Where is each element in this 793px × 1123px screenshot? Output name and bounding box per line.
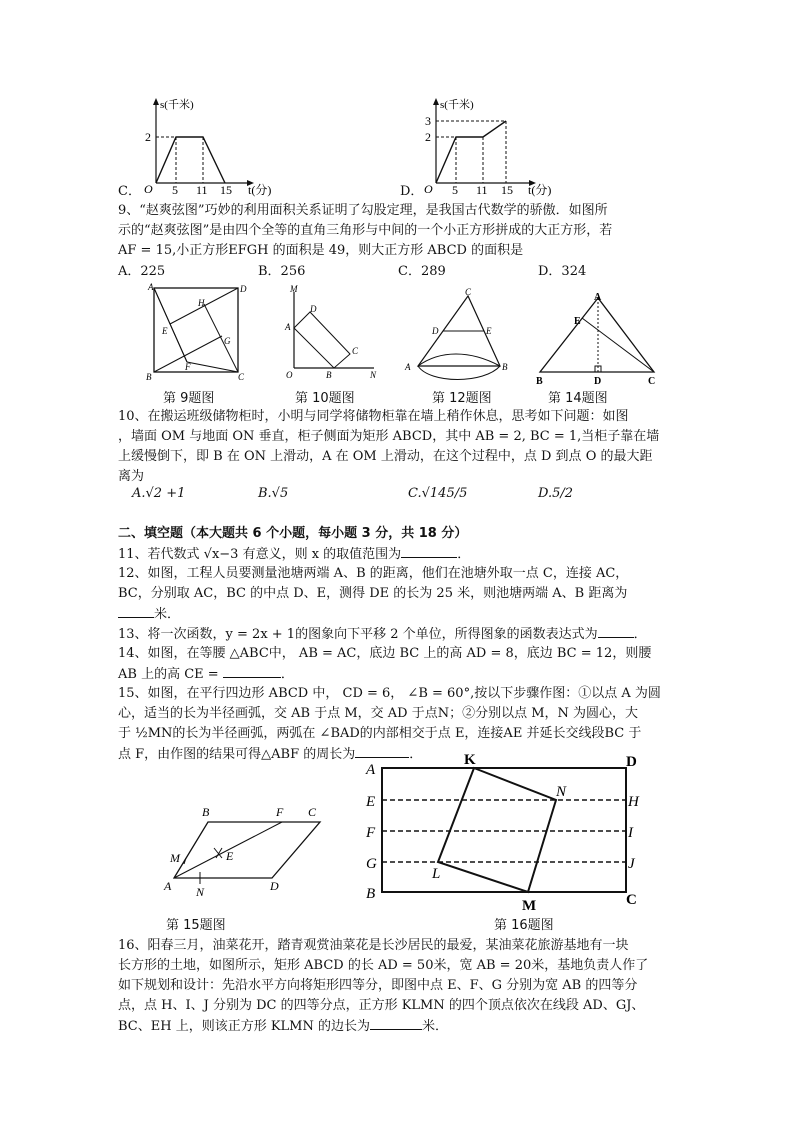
fig10-caption: 第 10题图 (295, 391, 355, 406)
option-d-label: D． (400, 184, 424, 199)
q9-line3: AF = 15,小正方形EFGH 的面积是 49，则大正方形 ABCD 的面积是 (118, 243, 524, 258)
q13-blank[interactable] (598, 623, 634, 638)
figure-16 (362, 752, 642, 912)
q12-line3 (118, 603, 180, 625)
figure-12 (400, 288, 510, 384)
q15-line3: 于 ½MN的长为半径画弧，两弧在 ∠BAD的内部相交于点 E，连接AE 并延长交线段BC 于 (118, 726, 642, 741)
q9-option-b: B．256 (258, 264, 306, 279)
fig15-caption: 第 15题图 (166, 918, 226, 933)
fig14-label-a: A (594, 292, 602, 303)
fig9-label-g: G (224, 336, 231, 346)
fig12-label-d: D (432, 326, 439, 336)
q10-line2: ，墙面 OM 与地面 ON 垂直，柜子侧面为矩形 ABCD，其中 AB = 2, BC = 1,当柜子靠在墙 (118, 429, 660, 444)
option-c-label: C． (118, 184, 141, 199)
graph-c-ytick: 2 (145, 130, 151, 144)
q16-line2: 长方形的土地，如图所示，矩形 ABCD 的长 AD = 50米，宽 AB = 20米，基地负责人作了 (118, 958, 649, 973)
figure-10 (280, 282, 380, 382)
fig15-label-e: E (226, 849, 234, 863)
fig16-label-b: B (366, 886, 376, 902)
fig10-label-n: N (370, 370, 377, 380)
q14-text: AB 上的高 CE = (118, 667, 219, 682)
graph-c-xlabel: t(分) (248, 183, 272, 197)
q13: 13、将一次函数，y = 2x + 1的图象向下平移 2 个单位，所得图象的函数表达式为 ． (118, 623, 647, 645)
q12-unit: 米． (154, 607, 181, 622)
fig16-label-n: N (556, 784, 567, 800)
fig15-label-f: F (276, 805, 284, 819)
fig10-label-o: O (286, 370, 293, 380)
fig16-label-d: D (626, 754, 637, 770)
fig9-label-e: E (162, 326, 168, 336)
fig16-label-c: C (626, 892, 637, 908)
q16-line1: 16、阳春三月，油菜花开，踏青观赏油菜花是长沙居民的最爱，某油菜花旅游基地有一块 (118, 938, 629, 953)
fig9-label-a: A (148, 282, 154, 292)
q9-line1: 9、“赵爽弦图”巧妙的利用面积关系证明了勾股定理，是我国古代数学的骄傲．如图所 (118, 203, 608, 218)
q12-blank[interactable] (118, 603, 154, 618)
graph-d-xtick-3: 15 (501, 183, 513, 197)
fig14-label-c: C (648, 376, 656, 387)
graph-c-xtick-3: 15 (220, 183, 232, 197)
graph-c-ylabel: s(千米) (160, 99, 194, 111)
graph-d-xtick-1: 5 (452, 183, 458, 197)
q11: 11、若代数式 √x−3 有意义，则 x 的取值范围为 ． (118, 543, 470, 565)
graph-c-xtick-2: 11 (196, 183, 208, 197)
q10-option-d: D.5/2 (538, 486, 574, 501)
fig12-label-e: E (486, 326, 492, 336)
fig14-label-d: D (594, 376, 602, 387)
fig12-label-b: B (502, 362, 508, 372)
fig16-label-l: L (432, 866, 441, 882)
fig9-label-f: F (185, 362, 191, 372)
q9-line2: 示的“赵爽弦图”是由四个全等的直角三角形与中间的一个小正方形拼成的大正方形，若 (118, 223, 613, 238)
fig16-label-h: H (628, 794, 639, 810)
q10-line4: 离为 (118, 469, 145, 484)
fig10-label-b: B (326, 370, 332, 380)
fig16-caption: 第 16题图 (494, 918, 554, 933)
fig16-label-g: G (366, 856, 377, 872)
graph-c-xtick-1: 5 (172, 183, 178, 197)
fig10-label-a: A (285, 322, 291, 332)
fig15-label-a: A (164, 879, 172, 893)
fig16-label-m: M (522, 898, 537, 912)
q12-line1: 12、如图，工程人员要测量池塘两端 A、B 的距离，他们在池塘外取一点 C，连接 AC， (118, 566, 629, 581)
figure-14 (530, 292, 660, 388)
q10-option-a: A.√2 +1 (132, 486, 186, 501)
q10-option-c: C.√145/5 (408, 486, 468, 501)
fig9-label-h: H (198, 298, 205, 308)
graph-d-ytick-2: 2 (425, 130, 431, 144)
fig16-label-i: I (628, 825, 633, 841)
graph-c (140, 95, 290, 200)
fig15-label-n: N (196, 885, 205, 899)
fig16-label-a: A (366, 762, 376, 778)
section-2-heading: 二、填空题（本大题共 6 个小题，每小题 3 分，共 18 分） (118, 526, 468, 541)
graph-d-xlabel: t(分) (528, 183, 552, 197)
fig10-label-c: C (352, 346, 359, 356)
fig9-label-b: B (146, 372, 152, 382)
q10-line1: 10、在搬运班级储物柜时，小明与同学将储物柜靠在墙上稍作休息，思考如下问题：如图 (118, 409, 629, 424)
fig16-label-j: J (628, 856, 635, 872)
graph-d-xtick-2: 11 (476, 183, 488, 197)
q14-line2: AB 上的高 CE = ． (118, 663, 294, 685)
fig12-caption: 第 12题图 (432, 391, 492, 406)
fig9-caption: 第 9题图 (163, 391, 215, 406)
q16-text: BC、EH 上，则该正方形 KLMN 的边长为 (118, 1019, 370, 1034)
fig12-label-c: C (465, 288, 472, 297)
q11-text: 11、若代数式 √x−3 有意义，则 x 的取值范围为 (118, 547, 402, 562)
q14-line1: 14、如图，在等腰 △ABC中， AB = AC，底边 BC 上的高 AD = 8，底边 BC = 12，则腰 (118, 646, 652, 661)
graph-d (420, 95, 580, 200)
figure-9 (140, 282, 250, 382)
q9-option-c: C．289 (398, 264, 446, 279)
fig12-label-a: A (405, 362, 411, 372)
fig15-label-b: B (202, 805, 210, 819)
graph-d-ylabel: s(千米) (440, 99, 474, 111)
graph-c-origin: O (144, 182, 153, 196)
fig14-caption: 第 14题图 (548, 391, 608, 406)
q12-line2: BC，分别取 AC，BC 的中点 D、E，测得 DE 的长为 25 米，则池塘两端 A、B 距离为 (118, 586, 628, 601)
q9-option-a: A．225 (118, 264, 166, 279)
fig15-label-c: C (308, 805, 317, 819)
fig10-label-d: D (310, 304, 317, 314)
q10-option-b: B.√5 (258, 486, 289, 501)
q16-end: 米． (422, 1019, 449, 1034)
fig14-label-b: B (536, 376, 543, 387)
graph-d-ytick-3: 3 (425, 114, 431, 128)
q16-line3: 如下规划和设计：先沿水平方向将矩形四等分，即图中点 E、F、G 分别为宽 AB 的四等分 (118, 978, 638, 993)
fig10-label-m: M (290, 284, 298, 294)
fig16-label-e: E (366, 794, 376, 810)
q16-line5 (118, 1015, 448, 1037)
q15-line4: 点 F，由作图的结果可得△ABF 的周长为 ． (118, 743, 422, 765)
fig15-label-m: M (170, 851, 180, 865)
fig14-label-e: E (574, 316, 581, 327)
graph-d-origin: O (424, 182, 433, 196)
q9-option-d: D．324 (538, 264, 587, 279)
fig9-label-c: C (238, 372, 245, 382)
q15-line2: 心，适当的长为半径画弧，交 AB 于点 M，交 AD 于点N；②分别以点 M，N 为圆心，大 (118, 706, 639, 721)
q13-text: 13、将一次函数，y = 2x + 1的图象向下平移 2 个单位，所得图象的函数表达式为 (118, 627, 598, 642)
fig15-label-d: D (270, 879, 279, 893)
q15-line1: 15、如图，在平行四边形 ABCD 中， CD = 6， ∠B = 60°,按以下步骤作图：①以点 A 为圆 (118, 686, 661, 701)
q11-blank[interactable] (401, 543, 457, 558)
fig16-label-f: F (366, 825, 376, 841)
figure-15 (160, 800, 340, 900)
q15-text: 点 F，由作图的结果可得△ABF 的周长为 (118, 747, 356, 762)
fig9-label-d: D (240, 284, 247, 294)
fig16-label-k: K (464, 752, 476, 768)
q14-blank[interactable] (223, 663, 281, 678)
q16-blank[interactable] (370, 1015, 422, 1030)
q10-line3: 上缓慢倒下，即 B 在 ON 上滑动，A 在 OM 上滑动，在这个过程中，点 D 到点 O 的最大距 (118, 449, 653, 464)
q16-line4: 点，点 H、I、J 分别为 DC 的四等分点，正方形 KLMN 的四个顶点依次在线段 AD、GJ、 (118, 998, 645, 1013)
